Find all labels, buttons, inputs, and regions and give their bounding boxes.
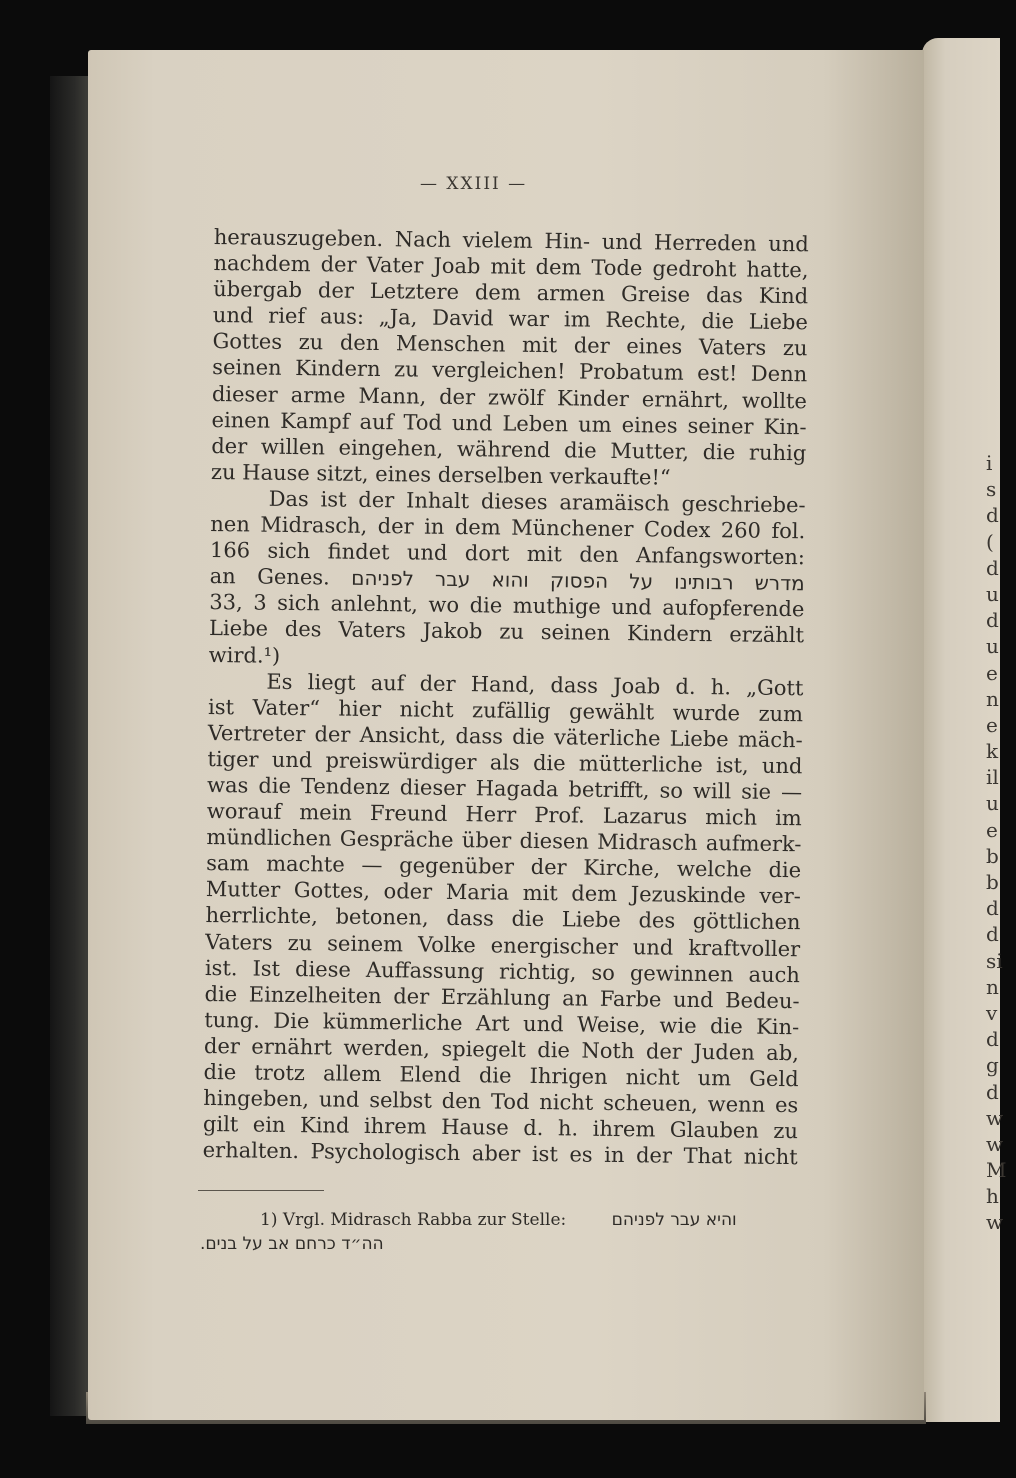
body-text — [203, 224, 809, 1171]
facing-page-letter: v — [986, 1000, 998, 1025]
text-line: der ernährt werden, spiegelt die Noth der Juden ab, — [203, 1033, 800, 1066]
text-line: tiger und preiswürdiger als die mütterliche ist, und — [207, 746, 803, 779]
facing-page-letter: ( — [986, 529, 994, 554]
text-line: einen Kampf auf Tod und Leben um eines seiner Kin- — [211, 407, 807, 439]
facing-page — [922, 38, 1007, 1422]
text-line: übergab der Letztere dem armen Greise das Kind — [213, 277, 809, 309]
facing-page-letter: e — [986, 660, 998, 685]
footnote — [200, 1208, 800, 1256]
hebrew-line-prefix: an Genes. — [209, 564, 330, 590]
hebrew-quotation: מדרש רבותינו על הפסוק והוא עבר לפניהם — [351, 565, 805, 596]
page-number-header: — XXIII — — [420, 174, 528, 194]
footnote-line-1 — [200, 1208, 800, 1232]
facing-page-letter: b — [986, 843, 999, 868]
text-line: Vaters zu seinem Volke energischer und kraftvoller — [205, 929, 801, 961]
text-line: ist. Ist diese Auffassung richtig, so gewinnen auch — [204, 955, 801, 987]
facing-page-letter: d — [986, 1027, 999, 1052]
facing-page-letter: d — [986, 503, 999, 528]
text-line: nen Midrasch, der in dem Münchener Codex 260 fol. — [210, 512, 806, 544]
facing-page-letter: d — [986, 608, 999, 633]
text-line: 166 sich findet und dort mit den Anfangsworten: — [209, 538, 806, 570]
footnote-hebrew-2: הה״ד כרחם אב על בנים. — [200, 1234, 384, 1254]
facing-page-letter: d — [986, 555, 999, 580]
footnote-divider — [198, 1190, 324, 1191]
text-line: Mutter Gottes, oder Maria mit dem Jezuskinde ver- — [205, 877, 801, 909]
facing-page-letter: e — [986, 817, 998, 842]
facing-page-letter: g — [986, 1053, 999, 1078]
text-line: Das ist der Inhalt dieses aramäisch geschriebe- — [268, 486, 806, 518]
facing-page-letter: il — [986, 765, 999, 790]
text-line: herrlichte, betonen, dass die Liebe des göttlichen — [205, 903, 801, 935]
facing-page-letter: n — [986, 686, 999, 711]
facing-page-letter: w — [986, 1210, 1004, 1235]
facing-page-letter: d — [986, 922, 999, 947]
facing-page-letter: s — [986, 477, 997, 502]
facing-page-letter: u — [986, 634, 999, 659]
facing-page-letter: i — [986, 451, 993, 475]
text-line: erhalten. Psychologisch aber ist es in der That nicht — [202, 1138, 798, 1170]
facing-page-letter: d — [986, 1079, 999, 1104]
facing-page-letter: h — [986, 1184, 999, 1209]
text-line: was die Tendenz dieser Hagada betrifft, so will sie — — [207, 772, 803, 805]
text-line: sam machte — gegenüber der Kirche, welche die — [206, 851, 802, 883]
text-line: die Einzelheiten der Erzählung an Farbe und Bedeu- — [204, 981, 800, 1013]
text-line: wird.¹) — [208, 642, 281, 668]
text-line: worauf mein Freund Herr Prof. Lazarus mich im — [206, 799, 802, 831]
facing-page-text-edge — [986, 450, 1016, 1236]
footnote-citation: 1) Vrgl. Midrasch Rabba zur Stelle: — [260, 1210, 567, 1230]
text-line: seinen Kindern zu vergleichen! Probatum est! Denn — [212, 355, 808, 387]
facing-page-letter: w — [986, 1131, 1004, 1156]
text-line: gilt ein Kind ihrem Hause d. h. ihrem Glauben zu — [202, 1112, 799, 1144]
text-line: ist Vater“ hier nicht zufällig gewählt wurde zum — [207, 694, 804, 726]
text-line: zu Hause sitzt, eines derselben verkaufte!“ — [210, 459, 671, 490]
text-line: nachdem der Vater Joab mit dem Tode gedroht hatte, — [213, 251, 809, 283]
text-line: tung. Die kümmerliche Art und Weise, wie die Kin- — [204, 1007, 800, 1040]
facing-page-letter: b — [986, 870, 999, 894]
text-line: mündlichen Gespräche über diesen Midrasch aufmerk- — [206, 825, 802, 857]
text-line: dieser arme Mann, der zwölf Kinder ernährt, wollte — [211, 381, 808, 413]
text-line: Liebe des Vaters Jakob zu seinen Kindern erzählt — [208, 616, 805, 648]
facing-page-letter: u — [986, 581, 999, 606]
facing-page-letter: e — [986, 712, 998, 737]
text-line: 33, 3 sich anlehnt, wo die muthige und aufopferende — [209, 590, 805, 622]
text-line: die trotz allem Elend die Ihrigen nicht um Geld — [203, 1059, 799, 1092]
facing-page-letter: d — [986, 896, 999, 921]
facing-page-letter: si — [986, 948, 1003, 973]
facing-page-letter: n — [986, 974, 999, 999]
text-line: und rief aus: „Ja, David war im Rechte, die Liebe — [212, 303, 808, 335]
facing-page-letter: M — [986, 1158, 1007, 1183]
text-line: Gottes zu den Menschen mit der eines Vaters zu — [212, 329, 808, 361]
text-line: Es liegt auf der Hand, dass Joab d. h. „Gott — [266, 669, 804, 700]
text-line: herauszugeben. Nach vielem Hin- und Herreden und — [213, 224, 809, 257]
text-line: hingeben, und selbst den Tod nicht scheuen, wenn es — [203, 1086, 799, 1118]
text-line: der willen eingehen, während die Mutter, die ruhig — [211, 433, 807, 466]
facing-page-letter: w — [986, 1105, 1004, 1130]
text-line: Vertreter der Ansicht, dass die väterliche Liebe mäch- — [207, 720, 803, 753]
footnote-hebrew-1: והיא עבר לפניהם — [611, 1210, 737, 1230]
facing-page-letter: k — [986, 739, 999, 764]
facing-page-letter: u — [986, 791, 999, 816]
